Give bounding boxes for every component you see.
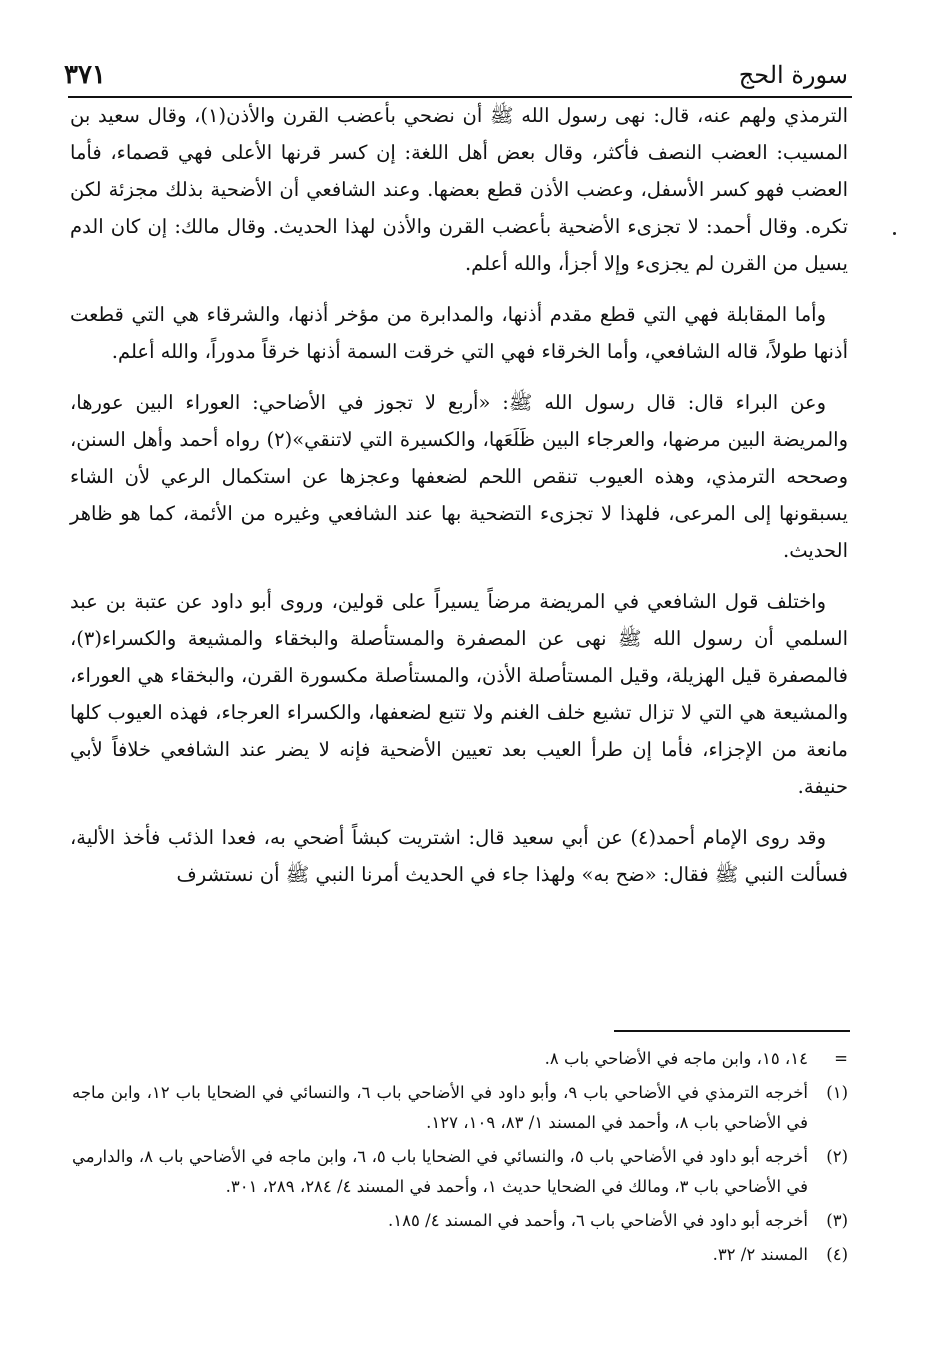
footnote-text: أخرجه أبو داود في الأضاحي باب ٥، والنسائي في الضحايا باب ٥، ٦، وابن ماجه في الأضاحي باب ٨، والدارمي في الأضاحي باب ٣، ومالك في الضحايا حديث ١، وأحمد في المسند ٤/ ٢٨٤، ٢٨٩، ٣٠١.: [72, 1147, 808, 1196]
footnote: [72, 1044, 848, 1074]
paragraph: وقد روى الإمام أحمد(٤) عن أبي سعيد قال: اشتريت كبشاً أضحي به، فعدا الذئب فأخذ الألية، فسألت النبي ﷺ فقال: «ضح به» ولهذا جاء في الحديث أمرنا النبي ﷺ أن نستشرف: [70, 826, 848, 886]
paragraph: وعن البراء قال: قال رسول الله ﷺ: «أربع لا تجوز في الأضاحي: العوراء البين عورها، والمريضة البين مرضها، والعرجاء البين ظَلَعَها، والكسيرة التي لاتنقي»(٢) رواه أحمد وأهل السنن، وصححه الترمذي، وهذه العيوب تنقص اللحم لضعفها وعجزها عن استكمال الرعي لأن الشاء يسبقونها إلى المرعى، فلهذا لا تجزىء التضحية بها عند الشافعي وغيره من الأئمة، كما هو ظاهر الحديث.: [70, 391, 848, 562]
paragraph: واختلف قول الشافعي في المريضة مرضاً يسيراً على قولين، وروى أبو داود عن عتبة بن عبد السلمي أن رسول الله ﷺ نهى عن المصفرة والمستأصلة والبخقاء والمشيعة والكسراء(٣)، فالمصفرة قيل الهزيلة، وقيل المستأصلة الأذن، والمستأصلة مكسورة القرن، والبخقاء هي العوراء، والمشيعة هي التي لا تزال تشيع خلف الغنم ولا تتبع لضعفها، والكسراء العرجاء، فهذه العيوب كلها مانعة من الإجزاء، فأما إن طرأ العيب بعد تعيين الأضحية فإنه لا يضر عند الشافعي خلافاً لأبي حنيفة.: [70, 590, 848, 798]
footnote-marker: (٤): [826, 1245, 848, 1264]
footnote-marker: (٣): [826, 1211, 848, 1230]
page-header: [64, 52, 848, 92]
surah-title: سورة الحج: [738, 61, 848, 89]
footnote: [72, 1206, 848, 1236]
footnote: [72, 1078, 848, 1138]
footnotes: [72, 1044, 848, 1274]
footnote-separator: [614, 1030, 850, 1032]
footnote-marker: (١): [826, 1083, 848, 1102]
footnote-marker: =: [834, 1049, 848, 1068]
scan-speck: [893, 232, 896, 235]
footnote-text: أخرجه الترمذي في الأضاحي باب ٩، وأبو داود في الأضاحي باب ٦، والنسائي في الضحايا باب ١٢، وابن ماجه في الأضاحي باب ٨، وأحمد في المسند ١/ ٨٣، ١٠٩، ١٢٧.: [72, 1083, 809, 1132]
footnote: [72, 1142, 848, 1202]
paragraph: الترمذي ولهم عنه، قال: نهى رسول الله ﷺ أن نضحي بأعضب القرن والأذن(١)، وقال سعيد بن المسيب: العضب النصف فأكثر، وقال بعض أهل اللغة: إن كسر قرنها الأعلى فهي قصماء، فأما العضب فهو كسر الأسفل، وعضب الأذن قطع بعضها. وعند الشافعي أن الأضحية بذلك مجزئة لكن تكره. وقال أحمد: لا تجزىء الأضحية بأعضب القرن والأذن لهذا الحديث. وقال مالك: إن كان الدم يسيل من القرن لم يجزىء وإلا أجزأ، والله أعلم.: [70, 104, 849, 275]
main-text: [70, 97, 848, 907]
footnote-marker: (٢): [826, 1147, 848, 1166]
footnote: [72, 1240, 848, 1270]
paragraph: وأما المقابلة فهي التي قطع مقدم أذنها، والمدابرة من مؤخر أذنها، والشرقاء هي التي قطعت أذنها طولاً، قاله الشافعي، وأما الخرقاء فهي التي خرقت السمة أذنها خرقاً مدوراً، والله أعلم.: [70, 303, 848, 363]
page-number: ٣٧١: [64, 60, 106, 90]
footnote-text: المسند ٢/ ٣٢.: [712, 1245, 808, 1264]
footnote-text: أخرجه أبو داود في الأضاحي باب ٦، وأحمد في المسند ٤/ ١٨٥.: [388, 1211, 808, 1230]
footnote-text: ١٤، ١٥، وابن ماجه في الأضاحي باب ٨.: [544, 1049, 808, 1068]
